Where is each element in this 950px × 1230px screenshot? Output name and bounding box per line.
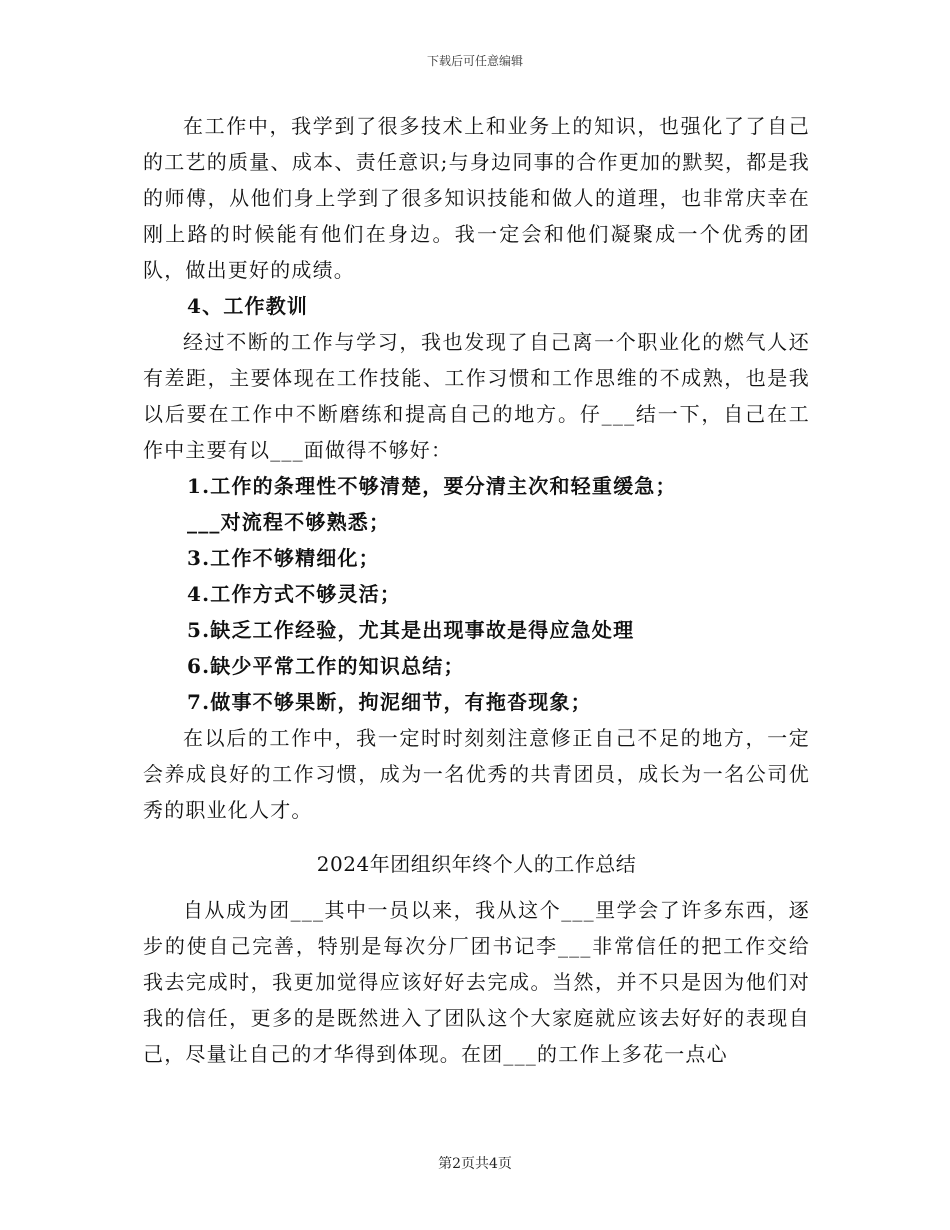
document-title: 2024年团组织年终个人的工作总结 [316, 852, 637, 876]
paragraph-work-knowledge: 在工作中，我学到了很多技术上和业务上的知识，也强化了了自己的工艺的质量、成本、责任意识;与身边同事的合作更加的默契，都是我的师傅，从他们身上学到了很多知识技能和做人的道理，也非常庆幸在刚上路的时候能有他们在身边。我一定会和他们凝聚成一个优秀的团队，做出更好的成绩。 [143, 114, 810, 282]
list-item: ___对流程不够熟悉； [187, 510, 391, 534]
page-number: 第2页共4页 [438, 1156, 512, 1172]
list-item: 3.工作不够精细化； [187, 546, 380, 570]
list-item: 4.工作方式不够灵活； [187, 582, 402, 606]
shortcomings-list [143, 468, 810, 720]
paragraph-shortcomings-intro: 经过不断的工作与学习，我也发现了自己离一个职业化的燃气人还有差距，主要体现在工作技能、工作习惯和工作思维的不成熟，也是我以后要在工作中不断磨练和提高自己的地方。仔___结一下，自己在工作中主要有以___面做得不够好： [143, 330, 810, 462]
document-body [143, 108, 810, 1072]
list-item: 5.缺乏工作经验，尤其是出现事故是得应急处理 [187, 618, 635, 642]
list-item: 1.工作的条理性不够清楚，要分清主次和轻重缓急； [187, 474, 677, 498]
list-item: 7.做事不够果断，拘泥细节，有拖沓现象； [187, 690, 592, 714]
section-heading-lessons: 4、工作教训 [187, 294, 309, 318]
header-note: 下载后可任意编辑 [426, 54, 523, 68]
paragraph-summary-intro: 自从成为团___其中一员以来，我从这个___里学会了许多东西，逐步的使自己完善，特别是每次分厂团书记李___非常信任的把工作交给我去完成时，我更加觉得应该好好去完成。当然，并不只是因为他们对我的信任，更多的是既然进入了团队这个大家庭就应该去好好的表现自己，尽量让自己的才华得到体现。在团___的工作上多花一点心 [143, 898, 810, 1066]
list-item: 6.缺少平常工作的知识总结； [187, 654, 465, 678]
paragraph-future-commitment: 在以后的工作中，我一定时时刻刻注意修正自己不足的地方，一定会养成良好的工作习惯，成为一名优秀的共青团员，成长为一名公司优秀的职业化人才。 [143, 726, 810, 822]
